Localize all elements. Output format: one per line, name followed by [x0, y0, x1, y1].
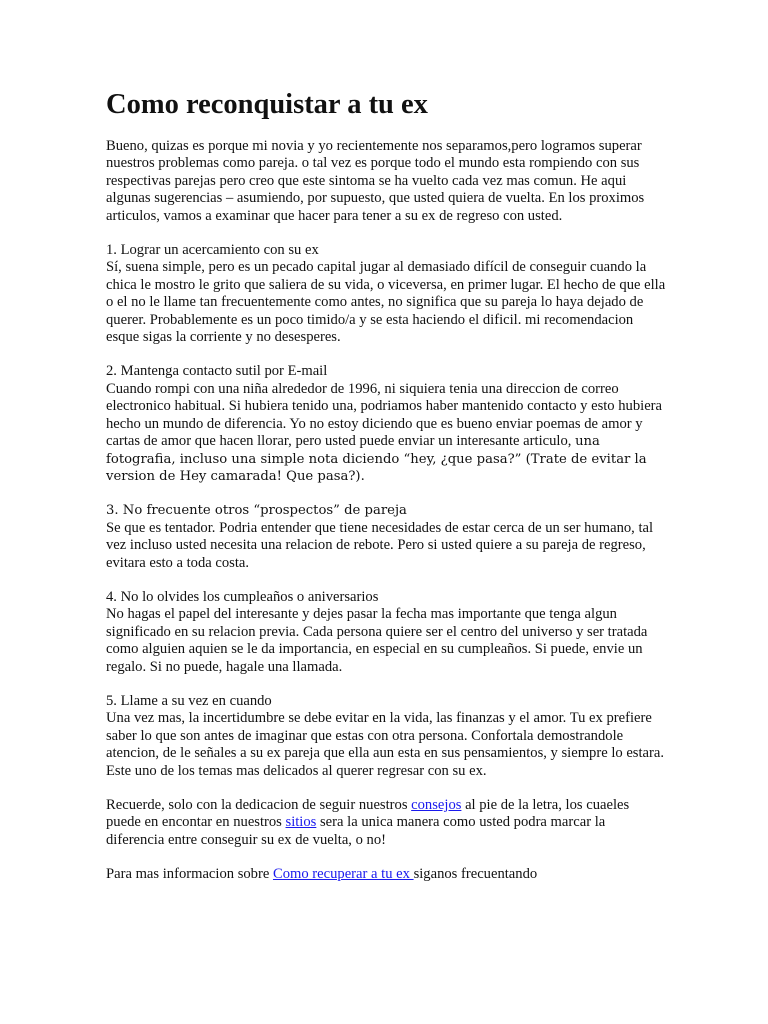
section-5-body: Una vez mas, la incertidumbre se debe evitar en la vida, las finanzas y el amor. Tu ex prefiere saber lo que son antes de imaginar que estas con otra persona. Confortala demostrandole atencion, de le señales a su ex pareja que ella aun esta en sus pensamientos, y siempre lo estara. Este uno de los temas mas delicados al querer regresar con su ex.: [106, 710, 665, 779]
section-1-body: Sí, suena simple, pero es un pecado capital jugar al demasiado difícil de conseguir cuando la chica le mostro le grito que saliera de su vida, o viceversa, en primer lugar. El hecho de que ella o el no le llame tan frecuentemente como antes, no significa que su pareja lo haya dejado de querer. Probablemente es un poco timido/a y se esta haciendo el dificil. mi recomendacion esque sigas la corriente y no desesperes.: [106, 259, 666, 346]
document-page: [106, 88, 666, 901]
section-2: [106, 363, 666, 485]
section-4-body: No hagas el papel del interesante y dejes pasar la fecha mas importante que tenga algun significado en su relacion previa. Cada persona quiere ser el centro del universo y ser tratada como alguien aquien se le da importancia, en especial en su cumpleaños. Si puede, envie un regalo. Si no puede, hagale una llamada.: [106, 606, 648, 675]
footer-text-1: Para mas informacion sobre: [106, 866, 273, 883]
section-5-heading: 5. Llame a su vez en cuando: [106, 692, 272, 709]
section-2-body-alt: una fotografia, incluso una simple nota diciendo “hey, ¿que pasa?” (Trate de evitar la version de Hey camarada! Que pasa?).: [106, 434, 647, 484]
section-1: [106, 242, 666, 346]
section-3: [106, 502, 666, 572]
page-title: Como reconquistar a tu ex: [106, 89, 428, 120]
section-1-heading: 1. Lograr un acercamiento con su ex: [106, 242, 319, 259]
footer-text-2: siganos frecuentando: [413, 866, 538, 883]
consejos-link[interactable]: consejos: [411, 797, 462, 813]
como-recuperar-link[interactable]: Como recuperar a tu ex: [272, 866, 414, 883]
section-3-heading: 3. No frecuente otros “prospectos” de pareja: [106, 503, 407, 519]
section-2-body: Cuando rompi con una niña alrededor de 1996, ni siquiera tenia una direccion de correo electronico habitual. Si hubiera tenido una, podriamos haber mantenido contacto y esto hubiera hecho un mundo de diferencia. Yo no estoy diciendo que es bueno enviar poemas de amor y cartas de amor que hacen llorar, pero usted puede enviar un interesante articulo,: [106, 380, 663, 450]
section-3-body: Se que es tentador. Podria entender que tiene necesidades de estar cerca de un ser humano, tal vez incluso usted necesita una relacion de rebote. Pero si usted quiere a su pareja de regreso, evitara esto a toda costa.: [106, 519, 654, 571]
section-4: [106, 589, 666, 676]
section-2-heading: 2. Mantenga contacto sutil por E-mail: [106, 363, 328, 380]
footer-paragraph: [106, 866, 666, 883]
closing-text-3: sera la unica manera como usted podra marcar la diferencia entre conseguir su ex de vuelta, o no!: [106, 814, 606, 848]
section-5: [106, 693, 666, 780]
sitios-link[interactable]: sitios: [285, 814, 317, 831]
closing-text-2: al pie de la letra, los cuaeles puede en encontar en nuestros: [106, 797, 630, 831]
closing-paragraph: [106, 797, 666, 849]
section-4-heading: 4. No lo olvides los cumpleaños o aniversarios: [106, 588, 379, 605]
closing-text-1: Recuerde, solo con la dedicacion de seguir nuestros: [106, 797, 412, 813]
intro-paragraph: Bueno, quizas es porque mi novia y yo recientemente nos separamos,pero logramos superar nuestros problemas como pareja. o tal vez es porque todo el mundo esta rompiendo con sus respectivas parejas pero creo que este sintoma se ha vuelto cada vez mas comun. He aqui algunas sugerencias – asumiendo, por supuesto, que usted quiera de vuelta. En los proximos articulos, vamos a examinar que hacer para tener a su ex de regreso con usted.: [106, 138, 645, 224]
